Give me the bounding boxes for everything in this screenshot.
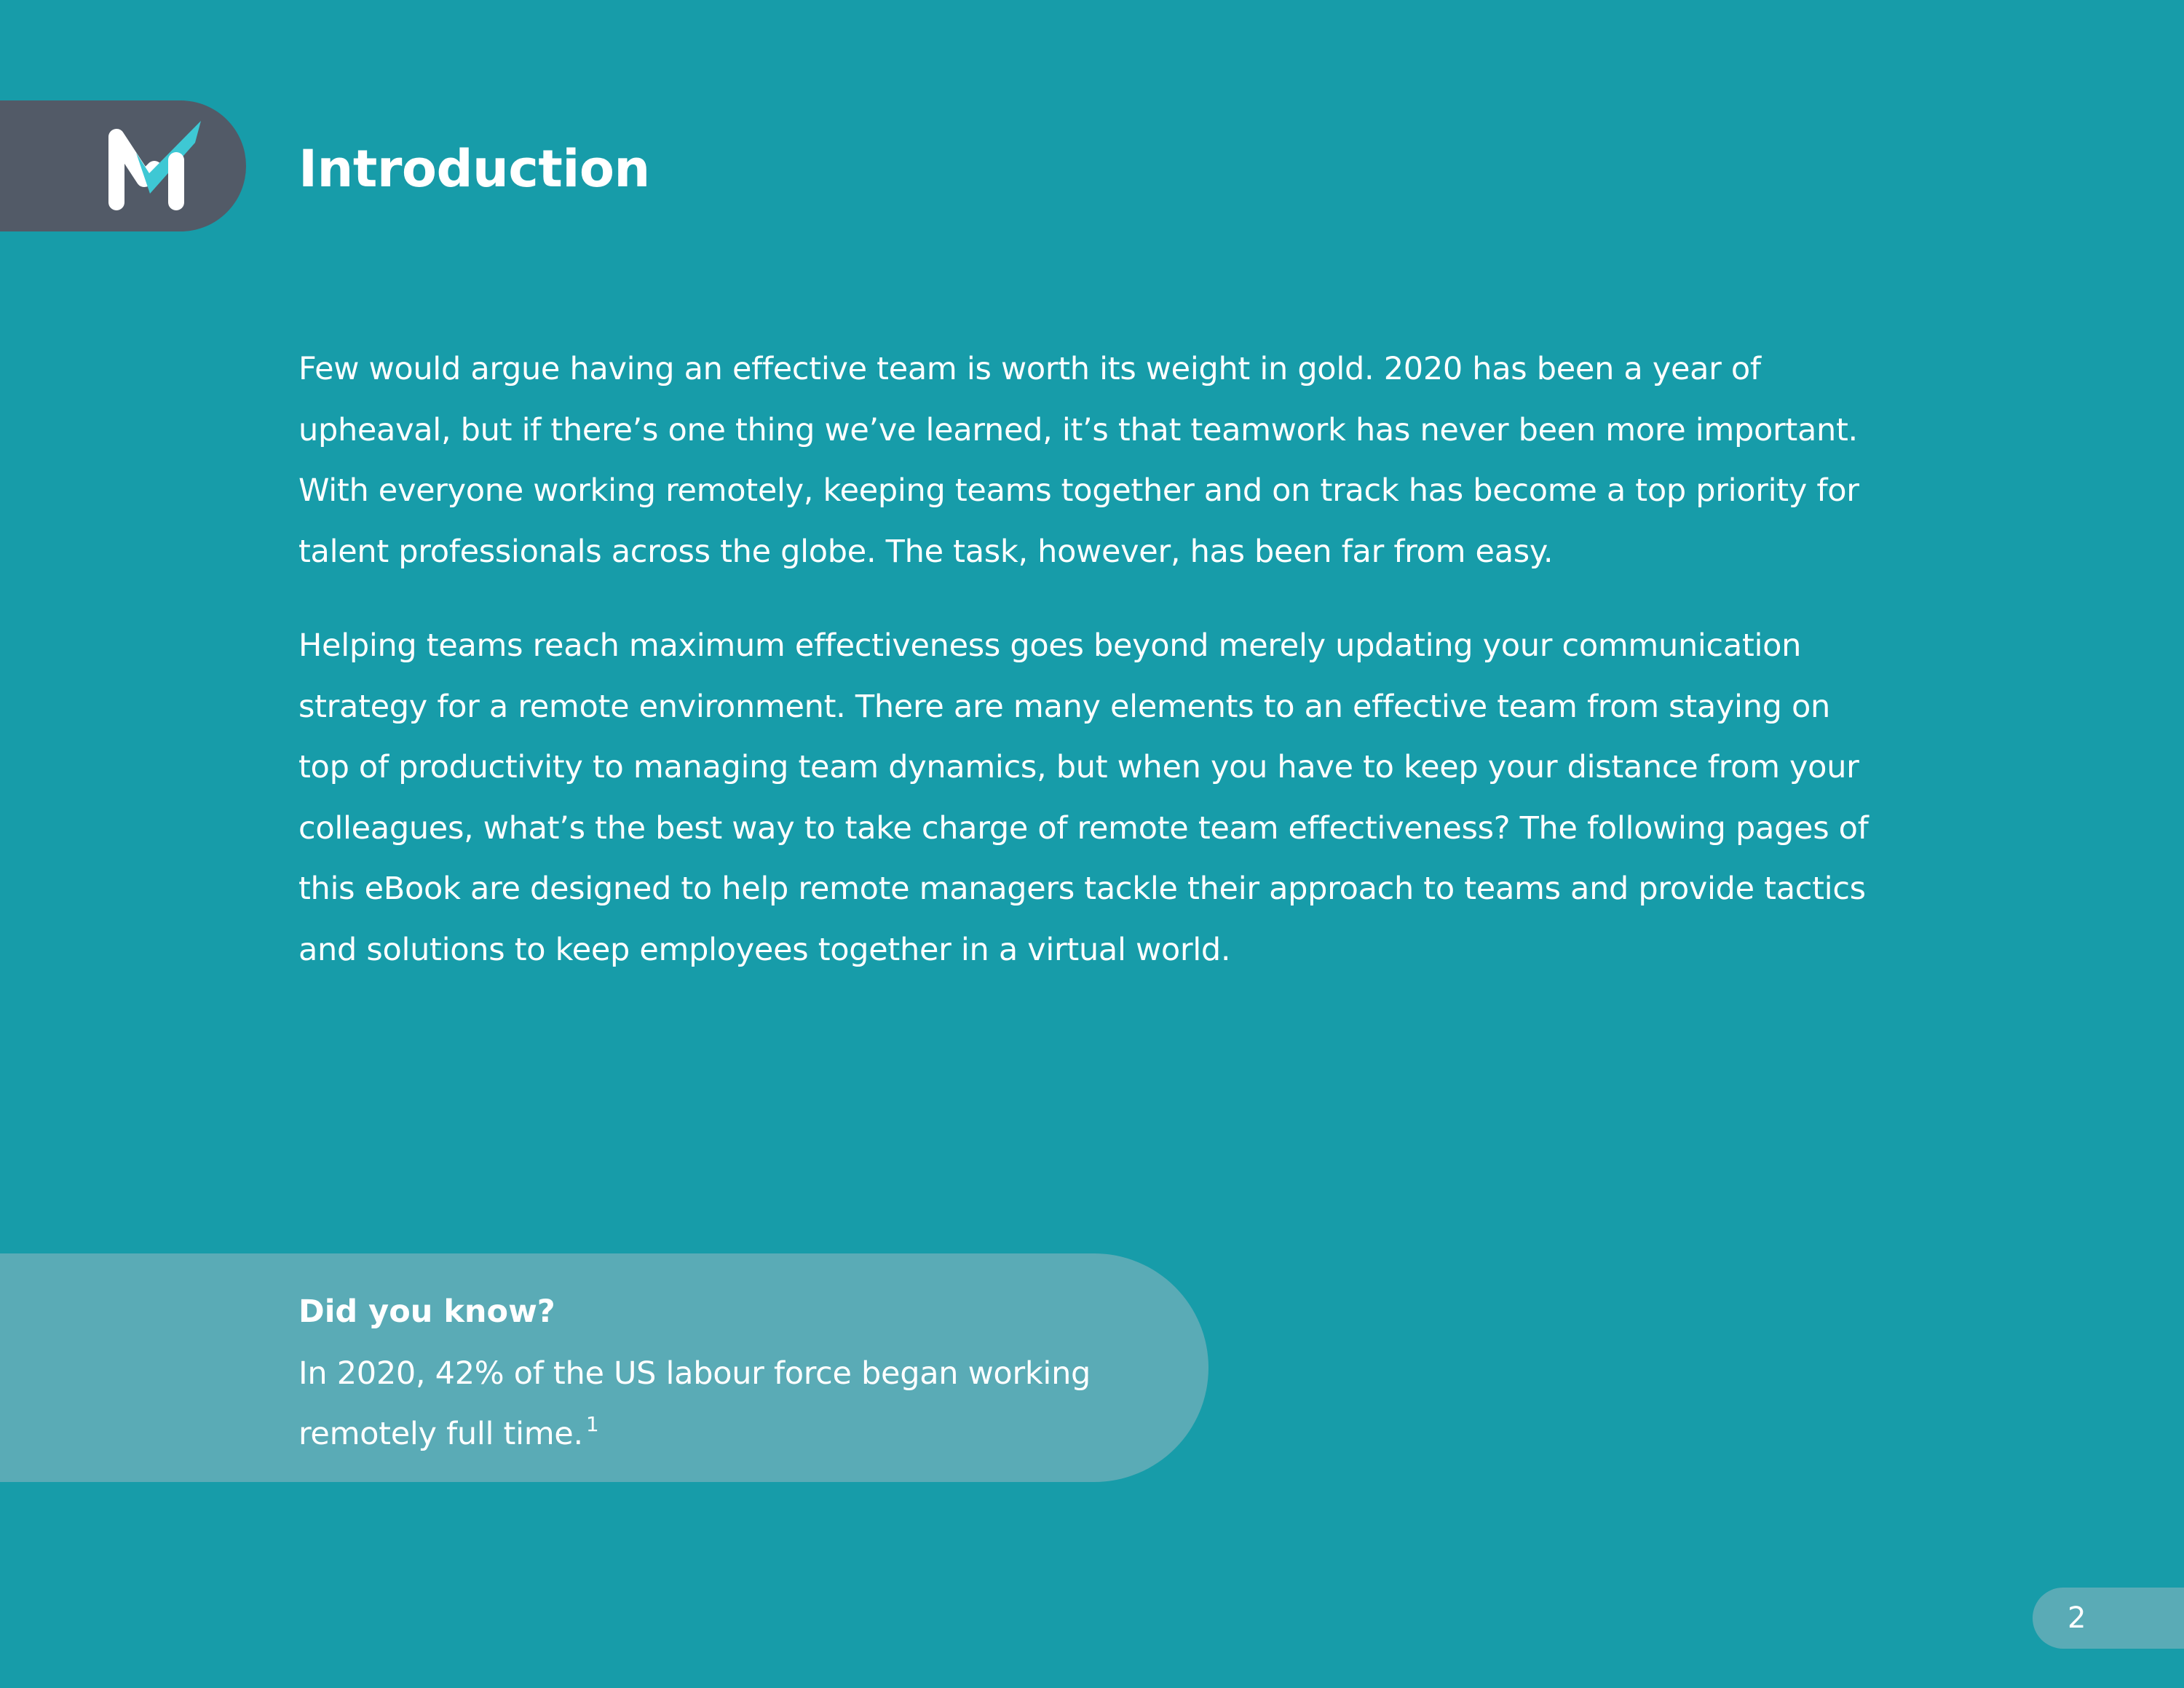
- footnote-reference[interactable]: 1: [585, 1412, 599, 1436]
- text-line: talent professionals across the globe. The task, however, has been far from easy.: [298, 533, 1554, 570]
- text-line: and solutions to keep employees together in a virtual world.: [298, 931, 1231, 968]
- callout-heading: Did you know?: [298, 1293, 555, 1330]
- text-line: upheaval, but if there’s one thing we’ve learned, it’s that teamwork has never been more important.: [298, 411, 1858, 448]
- paragraph: [298, 616, 1900, 980]
- callout-body: [298, 1344, 1091, 1465]
- text-line: top of productivity to managing team dynamics, but when you have to keep your distance from your: [298, 749, 1859, 785]
- text-line: strategy for a remote environment. There are many elements to an effective team from staying on: [298, 688, 1830, 725]
- text-line: Few would argue having an effective team is worth its weight in gold. 2020 has been a year of: [298, 351, 1761, 387]
- m-checkmark-logo-icon: [102, 118, 211, 213]
- callout-line-text: remotely full time.: [298, 1416, 583, 1452]
- text-line: Helping teams reach maximum effectiveness goes beyond merely updating your communication: [298, 627, 1802, 664]
- text-line: this eBook are designed to help remote managers tackle their approach to teams and provide tactics: [298, 871, 1866, 907]
- paragraph: [298, 339, 1900, 582]
- did-you-know-callout: [0, 1253, 1208, 1482]
- page-title: Introduction: [298, 139, 650, 199]
- callout-line: [298, 1404, 1091, 1465]
- callout-line: In 2020, 42% of the US labour force began working: [298, 1355, 1091, 1392]
- body-text: [298, 339, 1900, 1014]
- page-number-tab: [2033, 1588, 2184, 1649]
- text-line: With everyone working remotely, keeping teams together and on track has become a top priority for: [298, 472, 1859, 509]
- page-number: 2: [2068, 1601, 2086, 1635]
- logo-tab: [0, 100, 246, 231]
- text-line: colleagues, what’s the best way to take charge of remote team effectiveness? The following pages of: [298, 809, 1869, 847]
